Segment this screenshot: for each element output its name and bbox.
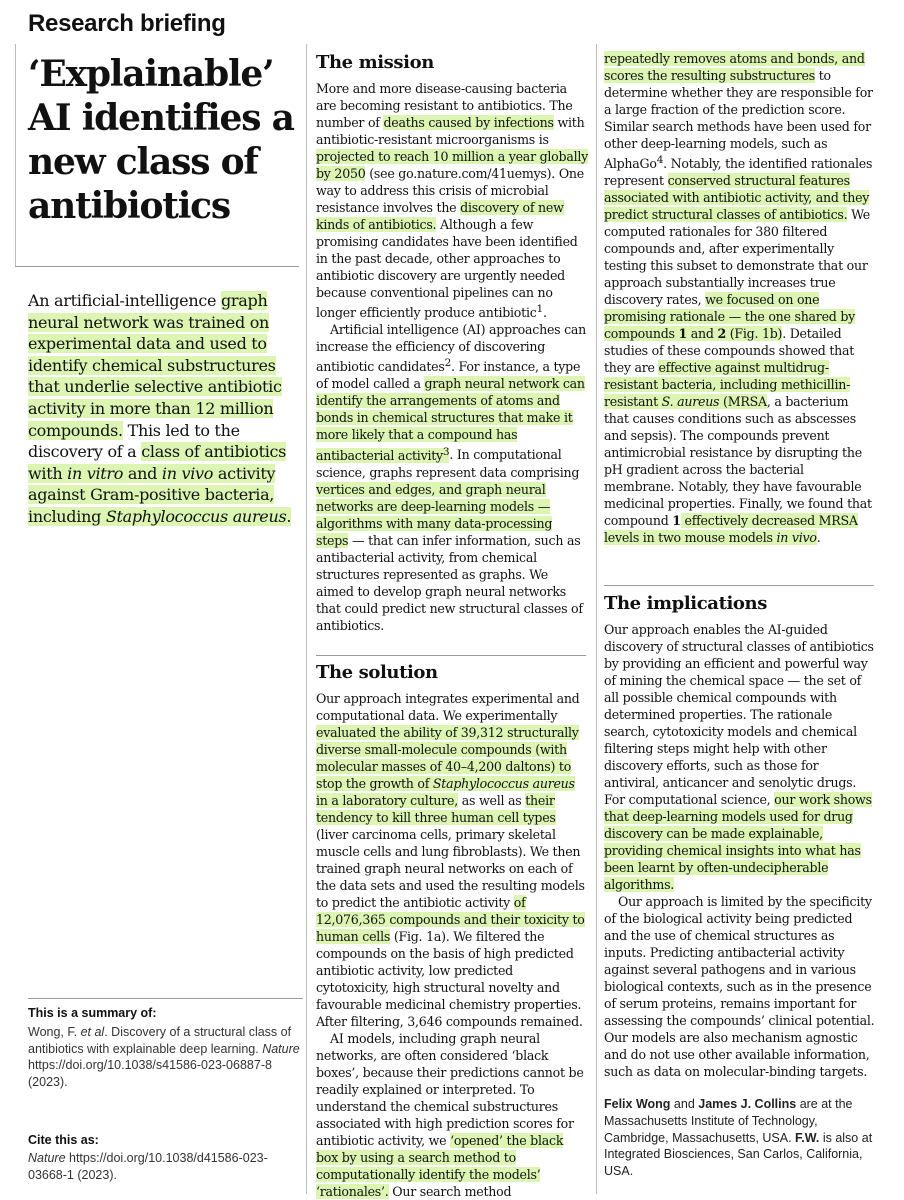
mission-paragraph-2: Artificial intelligence (AI) approaches can increase the efficiency of discovering antibiotic candidates$^2$. For instance, a type of model called a graph neural network can identify the arrangements of atoms and bonds in chemical structures that make it more likely that a compound has antibacterial activity$^3$. In computational science, graphs represent data comprising vertices and edges, and graph neural networks are deep-learning models — algorithms with many data-processing steps — that can infer information, such as antibacterial activity, from chemical structures represented as graphs. We aimed to develop graph neural networks that could predict new structural classes of antibiotics. bbox=[316, 322, 587, 633]
cite-label: Cite this as: bbox=[28, 1133, 99, 1147]
solution-continuation bbox=[604, 50, 876, 546]
author-affiliations: Felix Wong and James J. Collins are at the Massachusetts Institute of Technology, Cambridge, Massachusetts, USA. F.W. is also at Integrated Biosciences, San Carlos, California, USA. bbox=[604, 1097, 873, 1179]
summary-label: This is a summary of: bbox=[28, 1006, 157, 1020]
column-divider-2 bbox=[596, 44, 597, 1194]
section-kicker: Research briefing bbox=[28, 10, 226, 37]
cite-reference: Nature https://doi.org/10.1038/d41586-023-03668-1 (2023). bbox=[28, 1151, 268, 1182]
column-divider-1 bbox=[306, 44, 307, 1194]
solution-paragraph-1: Our approach integrates experimental and computational data. We experimentally evaluated the ability of 39,312 structurally diverse small-molecule compounds (with molecular masses of 40–4,200 daltons) to stop the growth of Staphylococcus aureus in a laboratory culture, as well as their tendency to kill three human cell types (liver carcinoma cells, primary skeletal muscle cells and lung fibroblasts). We then trained graph neural networks on each of the data sets and used the resulting models to predict the antibiotic activity of 12,076,365 compounds and their toxicity to human cells (Fig. 1a). We filtered the compounds on the basis of high predicted antibiotic activity, low predicted cytotoxicity, high structural novelty and favourable medicinal chemistry properties. After filtering, 3,646 compounds remained. bbox=[316, 691, 585, 1029]
standfirst: An artificial-intelligence graph neural network was trained on experimental data and used to identify chemical substructures that underlie selective antibiotic activity in more than 12 million compounds. This led to the discovery of a class of antibiotics with in vitro and in vivo activity against Gram-positive bacteria, including Staphylococcus aureus. bbox=[28, 291, 292, 526]
solution-paragraph-2-cont: repeatedly removes atoms and bonds, and scores the resulting substructures to determine whether they are responsible for a large fraction of the prediction score. Similar search methods have been used for other deep-learning models, such as AlphaGo$^4$. Notably, the identified rationales represent conserved structural features associated with antibiotic activity, and they predict structural classes of antibiotics. We computed rationales for 380 filtered compounds and, after experimentally testing this subset to demonstrate that our approach substantially increases true discovery rates, we focused on one promising rationale — the one shared by compounds 1 and 2 (Fig. 1b). Detailed studies of these compounds showed that they are effective against multidrug-resistant bacteria, including methicillin-resistant S. aureus (MRSA, a bacterium that causes conditions such as abscesses and sepsis). The compounds prevent antimicrobial resistance by disrupting the pH gradient across the bacterial membrane. Notably, they have favourable medicinal properties. Finally, we found that compound 1 effectively decreased MRSA levels in two mouse models in vivo. bbox=[604, 51, 873, 546]
rule-solution bbox=[316, 655, 586, 656]
rule-implications bbox=[604, 585, 874, 586]
solution-heading: The solution bbox=[316, 662, 438, 683]
column-divider-left bbox=[15, 44, 16, 266]
implications-heading: The implications bbox=[604, 593, 767, 614]
implications-paragraph-1: Our approach enables the AI-guided discovery of structural classes of antibiotics by providing an efficient and powerful way of mining the chemical space — the set of all possible chemical compounds with determined properties. The rationale search, cytotoxicity models and chemical filtering steps might help with other discovery efforts, such as those for antiviral, anticancer and senolytic drugs. For computational science, our work shows that deep-learning models used for drug discovery can be made explainable, providing chemical insights into what has been learnt by often-undecipherable algorithms. bbox=[604, 622, 874, 892]
article-title: ‘Explainable’ AI identifies a new class of antibiotics bbox=[28, 53, 294, 227]
summary-reference: Wong, F. et al. Discovery of a structural class of antibiotics with explainable deep learning. Nature https://doi.org/10.1038/s41586-023-06887-8 (2023). bbox=[28, 1025, 300, 1089]
mission-paragraph-1: More and more disease-causing bacteria are becoming resistant to antibiotics. The number of deaths caused by infections with antibiotic-resistant microorganisms is projected to reach 10 million a year globally by 2050 (see go.nature.com/41uemys). One way to address this crisis of microbial resistance involves the discovery of new kinds of antibiotics. Although a few promising candidates have been identified in the past decade, other approaches to antibiotic discovery are urgently needed because conventional pipelines can no longer efficiently produce antibiotic$^1$. bbox=[316, 81, 588, 321]
rule-left-summary bbox=[28, 998, 303, 999]
rule-left-top bbox=[15, 266, 299, 267]
implications-section bbox=[604, 593, 876, 1080]
solution-paragraph-2: AI models, including graph neural networks, are often considered ‘black boxes’, because their predictions cannot be readily explained or interpreted. To understand the chemical substructures associated with high prediction scores for antibiotic activity, we ‘opened’ the black box by using a search method to computationally identify the models’ ‘rationales’. Our search method bbox=[316, 1031, 584, 1199]
mission-section bbox=[316, 52, 588, 634]
solution-section bbox=[316, 662, 588, 1200]
mission-heading: The mission bbox=[316, 52, 434, 73]
implications-paragraph-2: Our approach is limited by the specificity of the biological activity being predicted and the use of chemical structures as inputs. Predicting antibacterial activity against several pathogens and in various biological contexts, such as in the presence of serum proteins, remains important for assessing the compounds’ clinical potential. Our models are also mechanism agnostic and do not use other available information, such as data on molecular-binding targets. bbox=[604, 894, 875, 1079]
